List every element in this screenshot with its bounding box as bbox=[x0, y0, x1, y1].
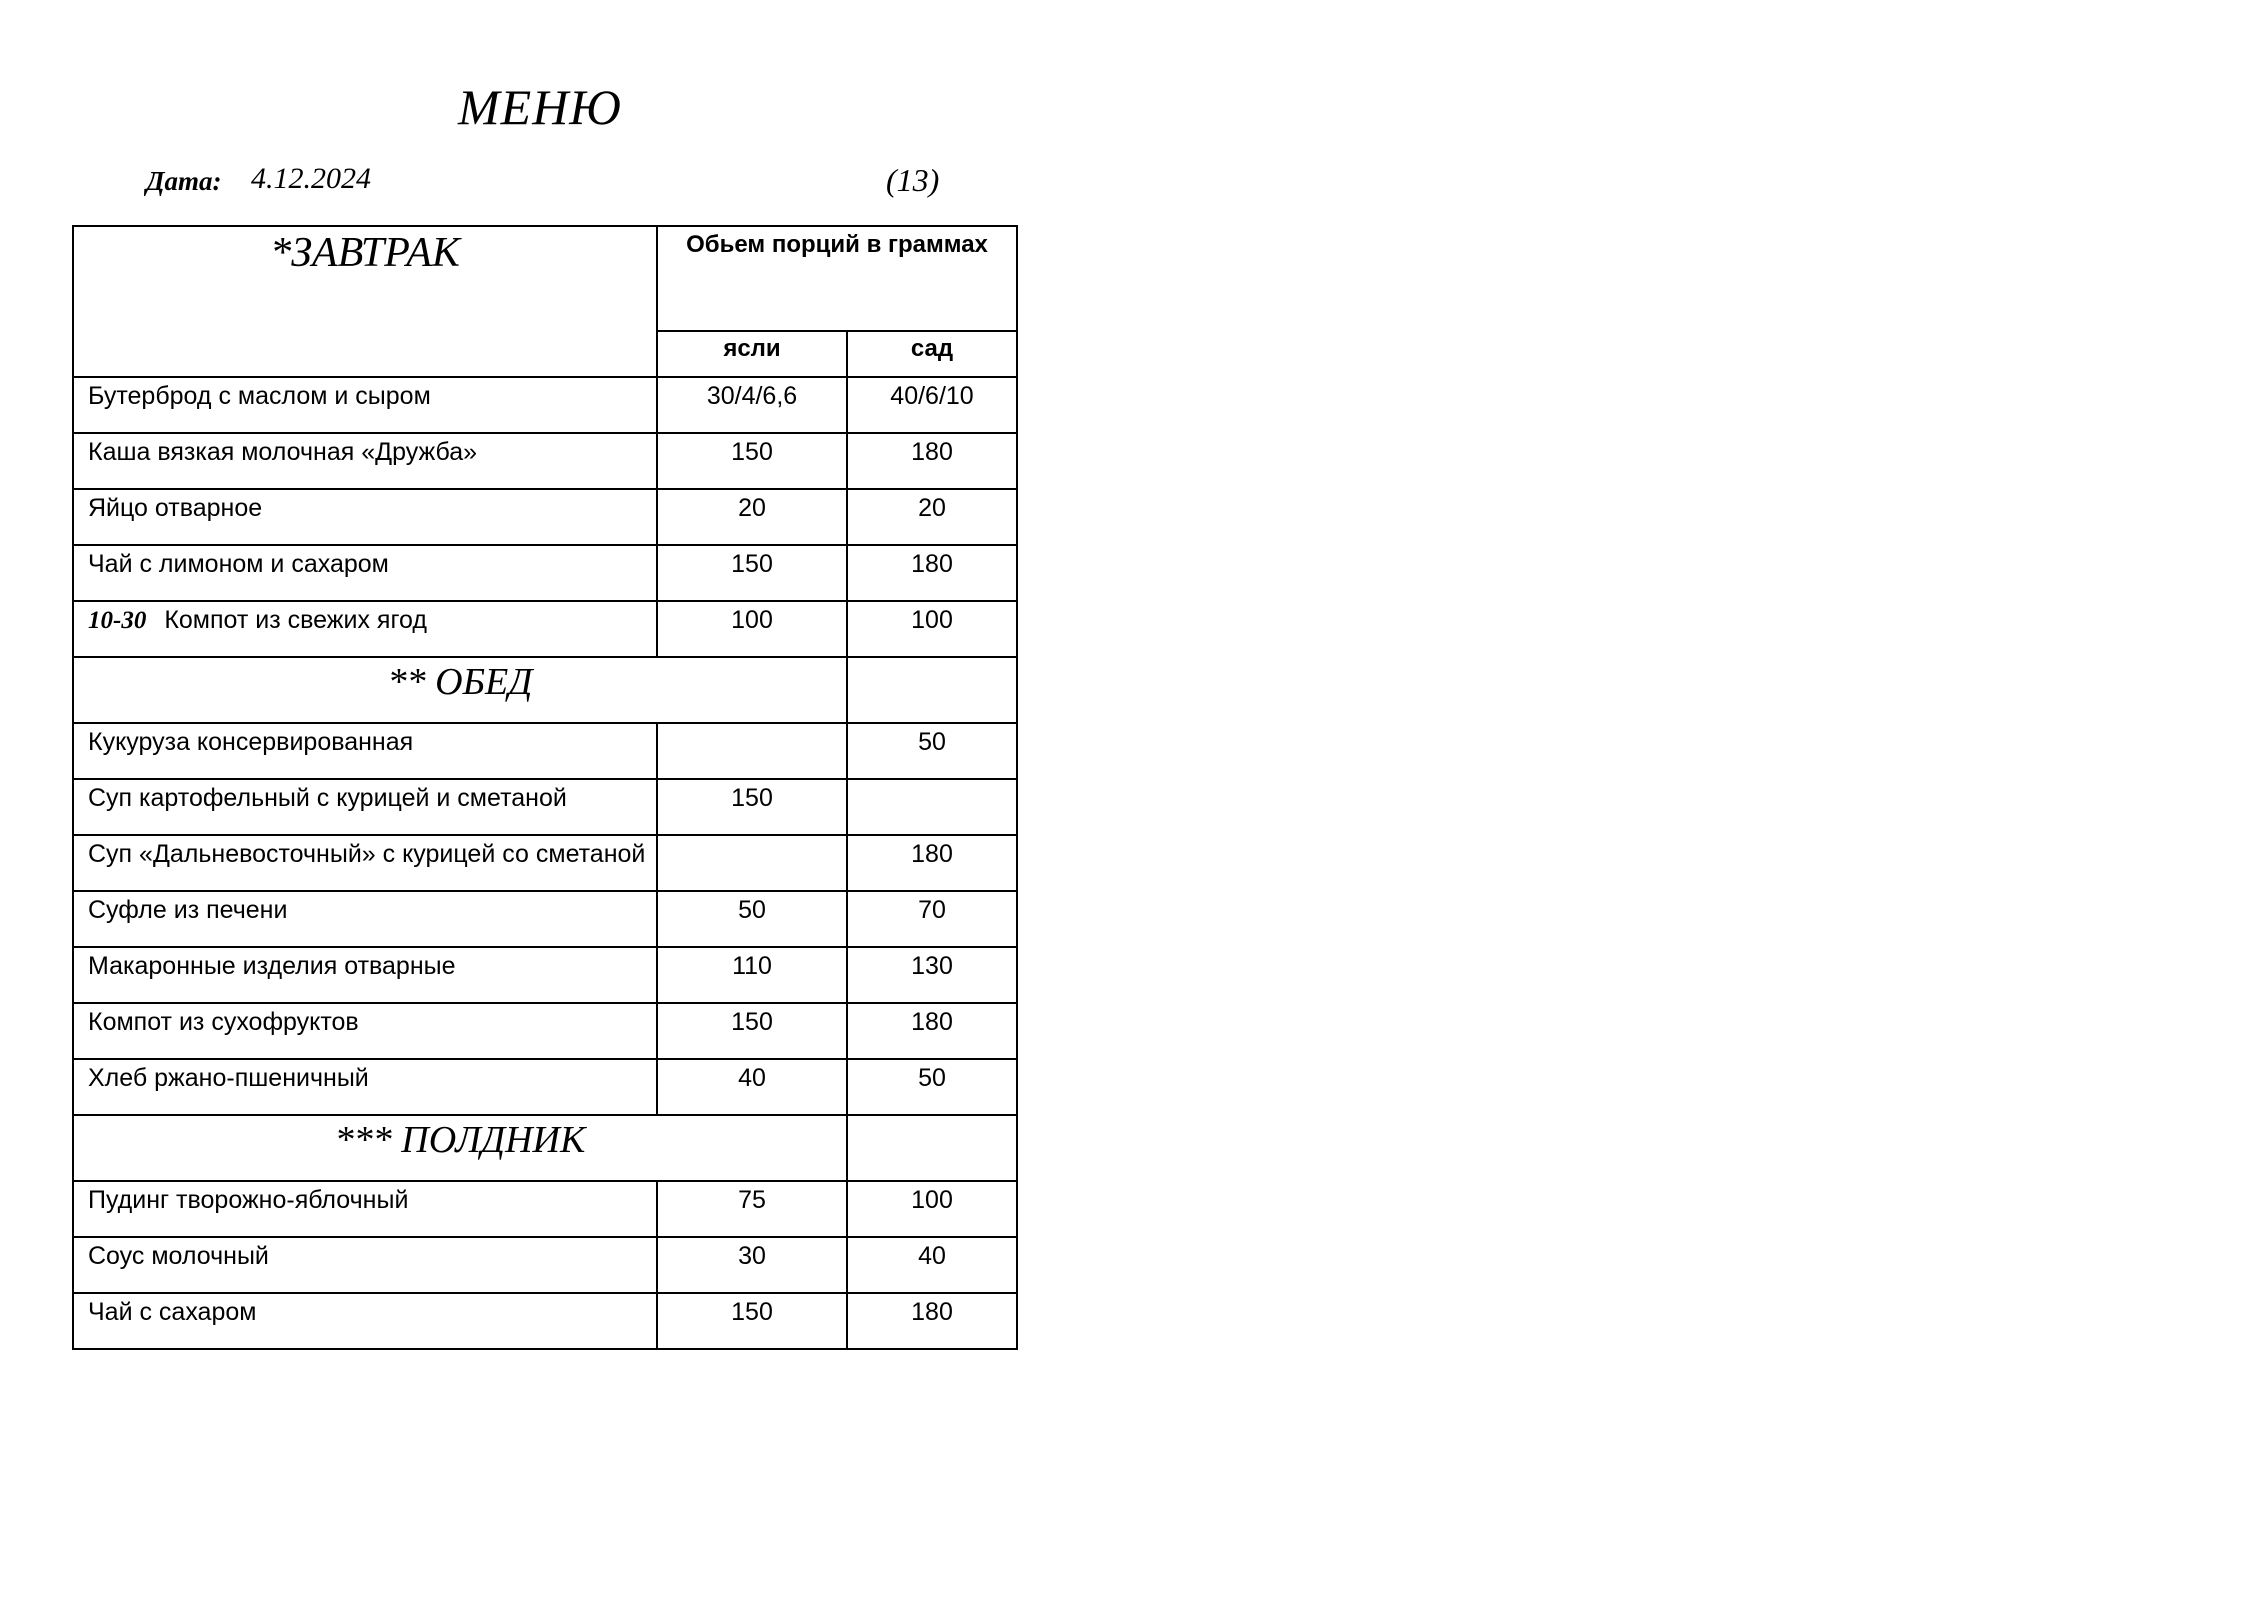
table-row bbox=[73, 723, 1017, 779]
column-garden-header: сад bbox=[847, 331, 1017, 377]
dish-name: Суп картофельный с курицей и сметаной bbox=[73, 779, 657, 835]
dish-name: Кукуруза консервированная bbox=[73, 723, 657, 779]
table-header-row bbox=[73, 226, 1017, 331]
table-row bbox=[73, 601, 1017, 657]
table-row bbox=[73, 377, 1017, 433]
dish-name bbox=[73, 601, 657, 657]
table-row bbox=[73, 779, 1017, 835]
garden-portion: 180 bbox=[847, 433, 1017, 489]
dish-name: Хлеб ржано-пшеничный bbox=[73, 1059, 657, 1115]
empty-cell bbox=[847, 657, 1017, 723]
table-row bbox=[73, 947, 1017, 1003]
dish-name: Пудинг творожно-яблочный bbox=[73, 1181, 657, 1237]
serving-time: 10-30 bbox=[88, 607, 147, 634]
garden-portion: 40 bbox=[847, 1237, 1017, 1293]
nursery-portion: 100 bbox=[657, 601, 847, 657]
portion-header: Обьем порций в граммах bbox=[657, 226, 1017, 331]
dish-name-text: Компот из свежих ягод bbox=[164, 606, 427, 634]
nursery-portion: 20 bbox=[657, 489, 847, 545]
garden-portion bbox=[847, 779, 1017, 835]
date-label: Дата: bbox=[146, 166, 222, 196]
nursery-portion bbox=[657, 723, 847, 779]
garden-portion: 70 bbox=[847, 891, 1017, 947]
garden-portion: 100 bbox=[847, 1181, 1017, 1237]
nursery-portion: 150 bbox=[657, 1003, 847, 1059]
table-row bbox=[73, 433, 1017, 489]
page-title: МЕНЮ bbox=[458, 79, 622, 135]
garden-portion: 180 bbox=[847, 835, 1017, 891]
dish-name: Соус молочный bbox=[73, 1237, 657, 1293]
column-nursery-header: ясли bbox=[657, 331, 847, 377]
dish-name: Яйцо отварное bbox=[73, 489, 657, 545]
nursery-portion bbox=[657, 835, 847, 891]
empty-cell bbox=[847, 1115, 1017, 1181]
table-row bbox=[73, 1237, 1017, 1293]
nursery-portion: 50 bbox=[657, 891, 847, 947]
garden-portion: 50 bbox=[847, 1059, 1017, 1115]
table-row bbox=[73, 489, 1017, 545]
dish-name: Чай с лимоном и сахаром bbox=[73, 545, 657, 601]
nursery-portion: 150 bbox=[657, 545, 847, 601]
table-row bbox=[73, 545, 1017, 601]
nursery-portion: 110 bbox=[657, 947, 847, 1003]
dish-name: Бутерброд с маслом и сыром bbox=[73, 377, 657, 433]
table-row bbox=[73, 1181, 1017, 1237]
nursery-portion: 30 bbox=[657, 1237, 847, 1293]
nursery-portion: 40 bbox=[657, 1059, 847, 1115]
lunch-section-row bbox=[73, 657, 1017, 723]
garden-portion: 130 bbox=[847, 947, 1017, 1003]
nursery-portion: 150 bbox=[657, 779, 847, 835]
dish-name: Макаронные изделия отварные bbox=[73, 947, 657, 1003]
table-row bbox=[73, 835, 1017, 891]
table-row bbox=[73, 1293, 1017, 1349]
nursery-portion: 75 bbox=[657, 1181, 847, 1237]
menu-table bbox=[72, 225, 1018, 1350]
table-row bbox=[73, 891, 1017, 947]
table-row bbox=[73, 1003, 1017, 1059]
page-number: (13) bbox=[886, 162, 940, 198]
garden-portion: 40/6/10 bbox=[847, 377, 1017, 433]
dish-name: Каша вязкая молочная «Дружба» bbox=[73, 433, 657, 489]
dish-name: Суфле из печени bbox=[73, 891, 657, 947]
garden-portion: 180 bbox=[847, 1293, 1017, 1349]
snack-title: *** ПОЛДНИК bbox=[73, 1115, 847, 1181]
nursery-portion: 30/4/6,6 bbox=[657, 377, 847, 433]
nursery-portion: 150 bbox=[657, 433, 847, 489]
snack-section-row bbox=[73, 1115, 1017, 1181]
garden-portion: 20 bbox=[847, 489, 1017, 545]
nursery-portion: 150 bbox=[657, 1293, 847, 1349]
garden-portion: 100 bbox=[847, 601, 1017, 657]
lunch-title: ** ОБЕД bbox=[73, 657, 847, 723]
dish-name: Суп «Дальневосточный» с курицей со сметаной bbox=[73, 835, 657, 891]
dish-name: Чай с сахаром bbox=[73, 1293, 657, 1349]
garden-portion: 180 bbox=[847, 545, 1017, 601]
dish-name: Компот из сухофруктов bbox=[73, 1003, 657, 1059]
garden-portion: 180 bbox=[847, 1003, 1017, 1059]
table-row bbox=[73, 1059, 1017, 1115]
breakfast-title: *ЗАВТРАК bbox=[73, 226, 657, 377]
garden-portion: 50 bbox=[847, 723, 1017, 779]
date-value: 4.12.2024 bbox=[251, 162, 371, 195]
